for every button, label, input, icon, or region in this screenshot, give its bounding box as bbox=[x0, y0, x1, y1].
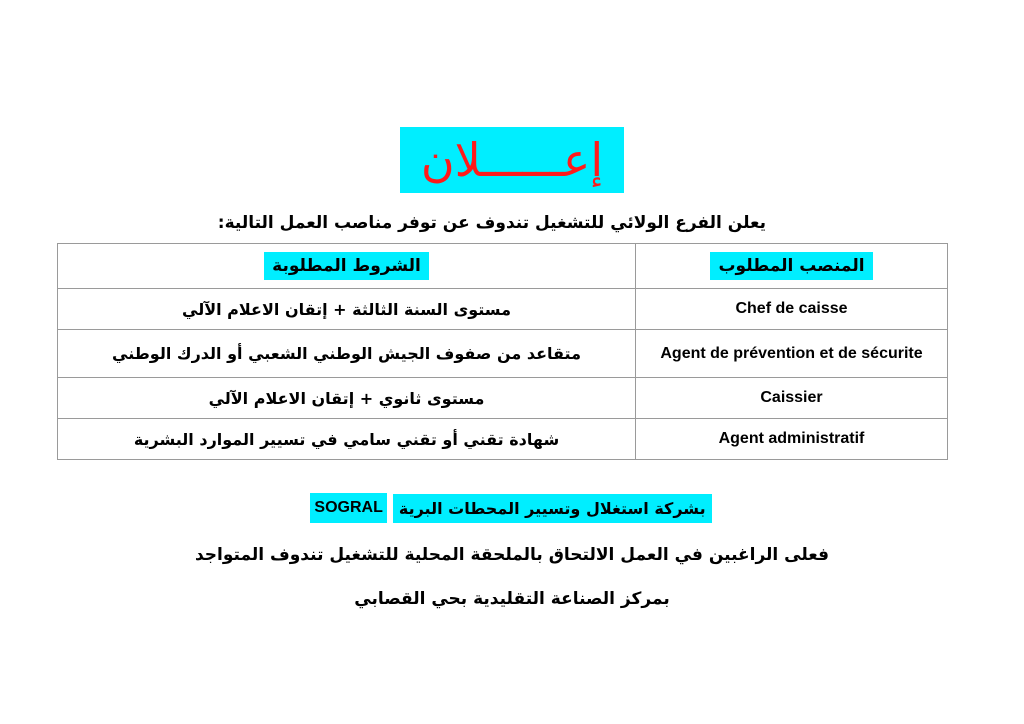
conditions-cell: مستوى السنة الثالثة + إتقان الاعلام الآلي bbox=[58, 289, 636, 330]
conditions-cell: شهادة تقني أو تقني سامي في تسيير الموارد البشرية bbox=[58, 419, 636, 460]
table-row bbox=[58, 378, 948, 419]
announcement-title: إعــــــلان bbox=[420, 133, 604, 187]
announcement-intro: يعلن الفرع الولائي للتشغيل تندوف عن توفر مناصب العمل التالية: bbox=[217, 213, 766, 233]
position-cell: Chef de caisse bbox=[636, 289, 948, 330]
job-positions-table bbox=[57, 243, 948, 460]
table-header-row bbox=[58, 244, 948, 289]
table-row bbox=[58, 289, 948, 330]
conditions-header-cell bbox=[58, 244, 636, 289]
company-name: بشركة استغلال وتسيير المحطات البرية bbox=[393, 494, 712, 523]
position-cell: Caissier bbox=[636, 378, 948, 419]
position-cell: Agent de prévention et de sécurite bbox=[636, 330, 948, 378]
footer-line-2: بمركز الصناعة التقليدية بحي القصابي bbox=[354, 589, 670, 609]
position-cell: Agent administratif bbox=[636, 419, 948, 460]
conditions-header: الشروط المطلوبة bbox=[264, 252, 429, 280]
conditions-cell: متقاعد من صفوف الجيش الوطني الشعبي أو الدرك الوطني bbox=[58, 330, 636, 378]
position-header-cell bbox=[636, 244, 948, 289]
footer-line-1: فعلى الراغبين في العمل الالتحاق بالملحقة المحلية للتشغيل تندوف المتواجد bbox=[194, 545, 830, 565]
company-code: SOGRAL bbox=[310, 493, 386, 523]
conditions-cell: مستوى ثانوي + إتقان الاعلام الآلي bbox=[58, 378, 636, 419]
company-line bbox=[314, 491, 706, 525]
announcement-title-box bbox=[400, 127, 624, 193]
table-row bbox=[58, 330, 948, 378]
table-row bbox=[58, 419, 948, 460]
position-header: المنصب المطلوب bbox=[710, 252, 872, 280]
